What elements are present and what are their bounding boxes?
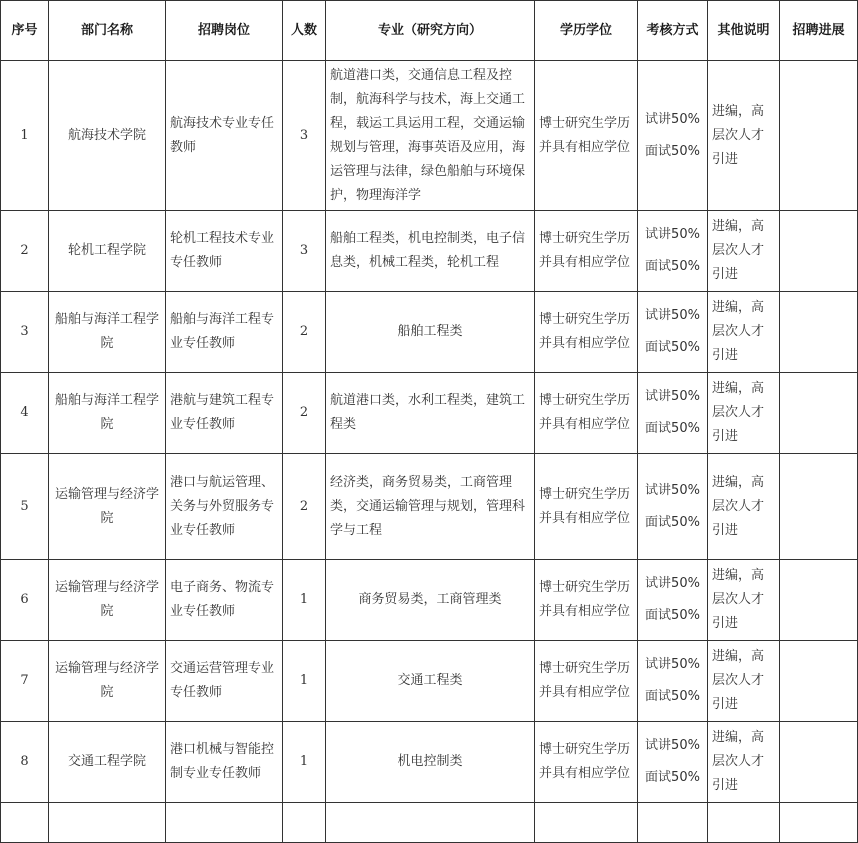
- cell-degree: 博士研究生学历并具有相应学位: [535, 454, 638, 560]
- cell-dept: 运输管理与经济学院: [49, 454, 166, 560]
- cell-empty: [166, 803, 283, 843]
- method-trial-lecture: 试讲50%: [645, 111, 700, 127]
- method-trial-lecture: 试讲50%: [645, 227, 700, 242]
- cell-note: 进编，高层次人才引进: [708, 61, 780, 211]
- cell-post: 港口机械与智能控制专业专任教师: [166, 722, 283, 803]
- cell-degree: 博士研究生学历并具有相应学位: [535, 560, 638, 641]
- cell-count: 3: [283, 61, 326, 211]
- method-interview: 面试50%: [645, 608, 700, 623]
- cell-no: 1: [1, 61, 49, 211]
- cell-progress: [780, 722, 858, 803]
- cell-degree: 博士研究生学历并具有相应学位: [535, 61, 638, 211]
- col-header-progress: 招聘进展: [780, 1, 858, 61]
- cell-method: [638, 641, 708, 722]
- col-header-post: 招聘岗位: [166, 1, 283, 61]
- cell-dept: 运输管理与经济学院: [49, 641, 166, 722]
- cell-note: 进编，高层次人才引进: [708, 560, 780, 641]
- cell-empty: [535, 803, 638, 843]
- cell-note: 进编，高层次人才引进: [708, 211, 780, 292]
- cell-progress: [780, 211, 858, 292]
- cell-no: 7: [1, 641, 49, 722]
- cell-progress: [780, 641, 858, 722]
- table-row: [1, 373, 858, 454]
- cell-empty: [708, 803, 780, 843]
- col-header-dept: 部门名称: [49, 1, 166, 61]
- table-row: [1, 292, 858, 373]
- table-row: [1, 641, 858, 722]
- method-interview: 面试50%: [645, 689, 700, 704]
- method-trial-lecture: 试讲50%: [645, 308, 700, 323]
- cell-dept: 交通工程学院: [49, 722, 166, 803]
- cell-major: 航道港口类，水利工程类，建筑工程类: [326, 373, 535, 454]
- cell-post: 船舶与海洋工程专业专任教师: [166, 292, 283, 373]
- col-header-no: 序号: [1, 1, 49, 61]
- cell-major: 机电控制类: [326, 722, 535, 803]
- cell-no: 2: [1, 211, 49, 292]
- col-header-count: 人数: [283, 1, 326, 61]
- cell-major: 船舶工程类，机电控制类，电子信息类，机械工程类，轮机工程: [326, 211, 535, 292]
- col-header-major: 专业（研究方向）: [326, 1, 535, 61]
- table-row: [1, 61, 858, 211]
- table-header-row: [1, 1, 858, 61]
- cell-degree: 博士研究生学历并具有相应学位: [535, 373, 638, 454]
- method-trial-lecture: 试讲50%: [645, 576, 700, 591]
- method-interview: 面试50%: [645, 143, 700, 159]
- cell-method: [638, 373, 708, 454]
- cell-count: 1: [283, 641, 326, 722]
- cell-dept: 航海技术学院: [49, 61, 166, 211]
- cell-progress: [780, 454, 858, 560]
- col-header-note: 其他说明: [708, 1, 780, 61]
- cell-post: 交通运营管理专业专任教师: [166, 641, 283, 722]
- cell-progress: [780, 560, 858, 641]
- cell-method: [638, 722, 708, 803]
- cell-post: 港航与建筑工程专业专任教师: [166, 373, 283, 454]
- method-interview: 面试50%: [645, 770, 700, 785]
- col-header-method: 考核方式: [638, 1, 708, 61]
- cell-progress: [780, 292, 858, 373]
- method-interview: 面试50%: [645, 340, 700, 355]
- method-interview: 面试50%: [645, 514, 700, 530]
- cell-count: 2: [283, 373, 326, 454]
- cell-note: 进编，高层次人才引进: [708, 292, 780, 373]
- cell-progress: [780, 61, 858, 211]
- cell-empty: [638, 803, 708, 843]
- cell-no: 4: [1, 373, 49, 454]
- cell-major: 交通工程类: [326, 641, 535, 722]
- cell-major: 航道港口类，交通信息工程及控制，航海科学与技术，海上交通工程，载运工具运用工程，交通运输规划与管理，海事英语及应用，海运管理与法律，绿色船舶与环境保护，物理海洋学: [326, 61, 535, 211]
- cell-note: 进编，高层次人才引进: [708, 641, 780, 722]
- cell-dept: 轮机工程学院: [49, 211, 166, 292]
- cell-note: 进编，高层次人才引进: [708, 454, 780, 560]
- cell-note: 进编，高层次人才引进: [708, 722, 780, 803]
- table-row: [1, 454, 858, 560]
- cell-post: 轮机工程技术专业专任教师: [166, 211, 283, 292]
- cell-note: 进编，高层次人才引进: [708, 373, 780, 454]
- cell-dept: 船舶与海洋工程学院: [49, 292, 166, 373]
- cell-method: [638, 454, 708, 560]
- cell-no: 3: [1, 292, 49, 373]
- table-row: [1, 560, 858, 641]
- cell-count: 2: [283, 292, 326, 373]
- cell-count: 2: [283, 454, 326, 560]
- method-trial-lecture: 试讲50%: [645, 738, 700, 753]
- table-row-partial: [1, 803, 858, 843]
- cell-method: [638, 211, 708, 292]
- cell-post: 航海技术专业专任教师: [166, 61, 283, 211]
- table-row: [1, 722, 858, 803]
- cell-post: 港口与航运管理、关务与外贸服务专业专任教师: [166, 454, 283, 560]
- cell-method: [638, 560, 708, 641]
- cell-dept: 运输管理与经济学院: [49, 560, 166, 641]
- cell-count: 3: [283, 211, 326, 292]
- cell-degree: 博士研究生学历并具有相应学位: [535, 722, 638, 803]
- cell-major: 商务贸易类，工商管理类: [326, 560, 535, 641]
- method-interview: 面试50%: [645, 259, 700, 274]
- cell-method: [638, 61, 708, 211]
- cell-empty: [1, 803, 49, 843]
- cell-empty: [326, 803, 535, 843]
- cell-degree: 博士研究生学历并具有相应学位: [535, 211, 638, 292]
- cell-empty: [49, 803, 166, 843]
- cell-no: 5: [1, 454, 49, 560]
- cell-dept: 船舶与海洋工程学院: [49, 373, 166, 454]
- cell-post: 电子商务、物流专业专任教师: [166, 560, 283, 641]
- method-trial-lecture: 试讲50%: [645, 389, 700, 404]
- method-trial-lecture: 试讲50%: [645, 482, 700, 498]
- cell-progress: [780, 373, 858, 454]
- cell-major: 船舶工程类: [326, 292, 535, 373]
- cell-method: [638, 292, 708, 373]
- cell-no: 6: [1, 560, 49, 641]
- col-header-degree: 学历学位: [535, 1, 638, 61]
- method-interview: 面试50%: [645, 421, 700, 436]
- cell-major: 经济类，商务贸易类，工商管理类，交通运输管理与规划，管理科学与工程: [326, 454, 535, 560]
- cell-empty: [283, 803, 326, 843]
- cell-empty: [780, 803, 858, 843]
- cell-count: 1: [283, 722, 326, 803]
- cell-degree: 博士研究生学历并具有相应学位: [535, 292, 638, 373]
- cell-no: 8: [1, 722, 49, 803]
- table-body: [1, 61, 858, 843]
- table-row: [1, 211, 858, 292]
- cell-count: 1: [283, 560, 326, 641]
- cell-degree: 博士研究生学历并具有相应学位: [535, 641, 638, 722]
- method-trial-lecture: 试讲50%: [645, 657, 700, 672]
